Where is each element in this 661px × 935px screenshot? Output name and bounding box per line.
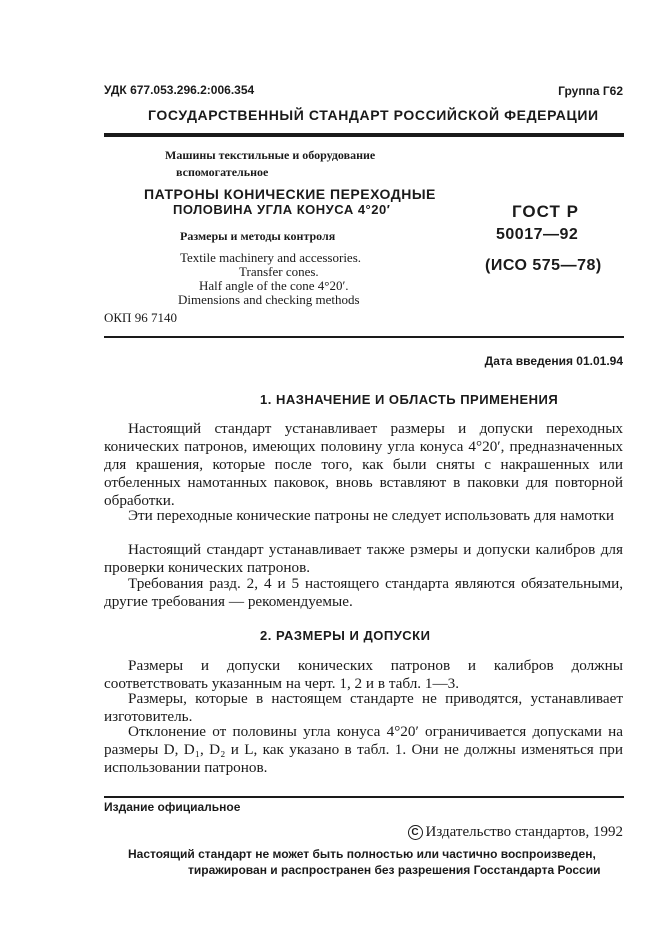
section-1-heading: 1. НАЗНАЧЕНИЕ И ОБЛАСТЬ ПРИМЕНЕНИЯ: [260, 392, 559, 407]
title-block-divider: [104, 336, 624, 338]
gost-number: 50017—92: [496, 226, 579, 243]
section-2-paragraph-2: Размеры, которые в настоящем стандарте не приводятся, устанавливает изготовитель.: [104, 690, 623, 725]
document-title-line-1: ПАТРОНЫ КОНИЧЕСКИЕ ПЕРЕХОДНЫЕ: [144, 186, 436, 202]
section-1-paragraph-3: Настоящий стандарт устанавливает также рзмеры и допуски калибров для проверки конических патронов.: [104, 541, 623, 576]
english-title-line-4: Dimensions and checking methods: [178, 292, 360, 307]
english-title-line-2: Transfer cones.: [239, 264, 319, 279]
category-line-2: вспомогательное: [176, 165, 269, 179]
section-1-paragraph-2: Эти переходные конические патроны не следует использовать для намотки: [128, 507, 614, 524]
copyright-text: Издательство стандартов, 1992: [425, 824, 623, 840]
section-2-paragraph-3: Отклонение от половины угла конуса 4°20′ ограничивается допусками на размеры D, D₁, D₂ и L, как указано в табл. 1. Они не должны изменяться при использовании патронов.: [104, 723, 623, 776]
udk-code: УДК 677.053.296.2:006.354: [104, 83, 255, 97]
reproduction-notice-line-2: тиражирован и распространен без разрешения Госстандарта России: [188, 863, 601, 877]
document-subtitle: Размеры и методы контроля: [180, 229, 336, 243]
category-line-1: Машины текстильные и оборудование: [165, 148, 376, 162]
section-2-paragraph-1: Размеры и допуски конических патронов и калибров должны соответствовать указанным на черт. 1, 2 и в табл. 1—3.: [104, 657, 623, 692]
gost-label: ГОСТ Р: [512, 202, 579, 221]
document-title-line-2: ПОЛОВИНА УГЛА КОНУСА 4°20′: [173, 202, 391, 217]
official-edition-label: Издание официальное: [104, 800, 241, 814]
introduction-date: Дата введения 01.01.94: [484, 354, 623, 368]
copyright-icon: C: [408, 825, 423, 840]
english-title-line-3: Half angle of the cone 4°20′.: [199, 278, 349, 293]
group-code: Группа Г62: [558, 84, 623, 98]
header-divider: [104, 133, 624, 137]
footer-divider: [104, 796, 624, 798]
section-2-heading: 2. РАЗМЕРЫ И ДОПУСКИ: [260, 628, 431, 643]
section-1-paragraph-1: Настоящий стандарт устанавливает размеры и допуски переходных конических патронов, имеющих половину угла конуса 4°20′, предназначенных для крашения, которые после того, как были сняты с накрашенных или отбеленных намотанных паковок, вновь вставляют в паковки для повторной обработки.: [104, 420, 623, 509]
okp-code: ОКП 96 7140: [104, 310, 177, 325]
iso-reference: (ИСО 575—78): [485, 257, 602, 274]
copyright-line: [408, 824, 623, 841]
english-title-line-1: Textile machinery and accessories.: [180, 250, 362, 265]
section-1-paragraph-4: Требования разд. 2, 4 и 5 настоящего стандарта являются обязательными, другие требования — рекомендуемые.: [104, 575, 623, 610]
reproduction-notice-line-1: Настоящий стандарт не может быть полностью или частично воспроизведен,: [128, 847, 596, 861]
state-standard-title: ГОСУДАРСТВЕННЫЙ СТАНДАРТ РОССИЙСКОЙ ФЕДЕРАЦИИ: [148, 107, 599, 123]
